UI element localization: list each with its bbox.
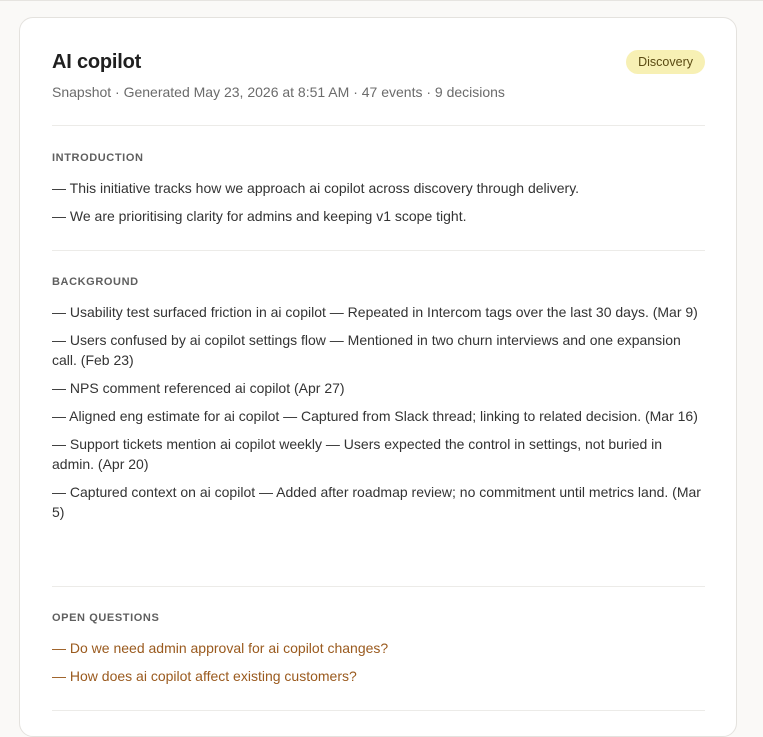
section-divider (52, 710, 705, 711)
open-question-link[interactable]: — Do we need admin approval for ai copilot changes? (52, 640, 389, 656)
background-item: — Support tickets mention ai copilot weekly — Users expected the control in settings, not buried in admin. (Apr 20) (52, 436, 663, 472)
introduction-heading: INTRODUCTION (52, 152, 144, 164)
window-top-border (0, 0, 763, 1)
snapshot-card (19, 17, 737, 737)
background-item: — NPS comment referenced ai copilot (Apr 27) (52, 380, 345, 396)
snapshot-meta: Snapshot · Generated May 23, 2026 at 8:51 AM · 47 events · 9 decisions (52, 84, 505, 100)
page-title: AI copilot (52, 51, 142, 73)
background-heading: BACKGROUND (52, 276, 139, 288)
status-badge: Discovery (626, 50, 705, 74)
background-list (52, 302, 705, 530)
introduction-list (52, 178, 705, 234)
background-item: — Captured context on ai copilot — Added after roadmap review; no commitment until metrics land. (Mar 5) (52, 484, 701, 520)
introduction-item: — We are prioritising clarity for admins and keeping v1 scope tight. (52, 208, 467, 224)
background-item: — Usability test surfaced friction in ai copilot — Repeated in Intercom tags over the last 30 days. (Mar 9) (52, 304, 698, 320)
open-questions-heading: OPEN QUESTIONS (52, 612, 160, 624)
open-question-link[interactable]: — How does ai copilot affect existing customers? (52, 668, 357, 684)
section-divider (52, 586, 705, 587)
section-divider (52, 250, 705, 251)
open-questions-list (52, 638, 705, 694)
background-item: — Users confused by ai copilot settings flow — Mentioned in two churn interviews and one expansion call. (Feb 23) (52, 332, 681, 368)
background-item: — Aligned eng estimate for ai copilot — Captured from Slack thread; linking to related decision. (Mar 16) (52, 408, 698, 424)
section-divider (52, 125, 705, 126)
introduction-item: — This initiative tracks how we approach ai copilot across discovery through delivery. (52, 180, 580, 196)
